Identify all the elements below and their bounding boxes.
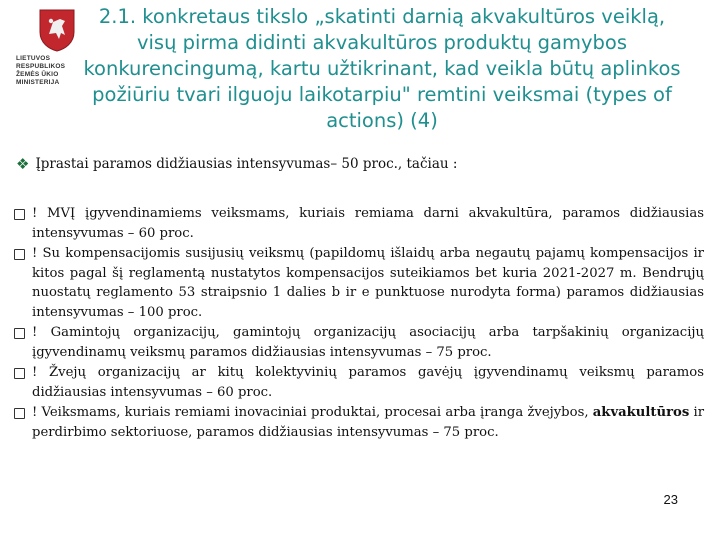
intro-text: Įprastai paramos didžiausias intensyvumas– 50 proc., tačiau : [35,156,458,172]
list-item [14,204,704,243]
list-item-text: ! Su kompensacijomis susijusių veiksmų (papildomų išlaidų arba negautų pajamų kompensacijos ir kitos pagal šį reglamentą nustatytos kompensacijos suteikiamos bet kuria 2021-2027 m. Bendrųjų nuostatų reglamento 53 straipsnio 1 dalies b ir e punktuose nurodyta forma) paramos didžiausias intensyvumas – 100 proc. [32,246,704,320]
coat-of-arms-icon [38,8,76,52]
list-item-bold-term: akvakultūros [592,405,690,420]
list-item-text [32,403,704,442]
page-number: 23 [663,492,678,507]
logo-line-2: ŽEMĖS ŪKIO MINISTERIJA [16,71,60,86]
list-item [14,403,704,442]
list-item [14,323,704,362]
bullet-list [14,204,704,443]
checkbox-bullet-icon [14,406,32,426]
list-item-text: ! Gamintojų organizacijų, gamintojų organizacijų asociacijų arba tarpšakinių organizacijų įgyvendinamų veiksmų paramos didžiausias intensyvumas – 75 proc. [32,325,704,360]
list-item-text: ! Žvejų organizacijų ar kitų kolektyvinių paramos gavėjų įgyvendinamų veiksmų paramos didžiausias intensyvumas – 60 proc. [32,365,704,400]
slide-title: 2.1. konkretaus tikslo „skatinti darnią akvakultūros veiklą, visų pirma didinti akvakultūros produktų gamybos konkurencingumą, kartu užtikrinant, kad veikla būtų aplinkos požiūriu tvari ilguoju laikotarpiu" remtini veiksmai (types of actions) (4) [83,5,681,132]
checkbox-bullet-icon [14,326,32,346]
diamond-bullet-icon: ❖ [16,155,30,173]
checkbox-bullet-icon [14,247,32,267]
list-item [14,244,704,322]
list-item-text-part: ! Veiksmams, kuriais remiami inovaciniai produktai, procesai arba įranga žvejybos, [32,405,593,420]
checkbox-bullet-icon [14,366,32,386]
list-item [14,363,704,402]
list-item-text-part: ir perdirbimo sektoriuose, paramos didžiausias intensyvumas – 75 proc. [32,405,704,440]
intro-line [16,155,706,173]
checkbox-bullet-icon [14,207,32,227]
list-item-text: ! MVĮ įgyvendinamiems veiksmams, kuriais remiama darni akvakultūra, paramos didžiausias intensyvumas – 60 proc. [32,206,704,241]
logo-line-1: LIETUVOS RESPUBLIKOS [16,55,66,70]
